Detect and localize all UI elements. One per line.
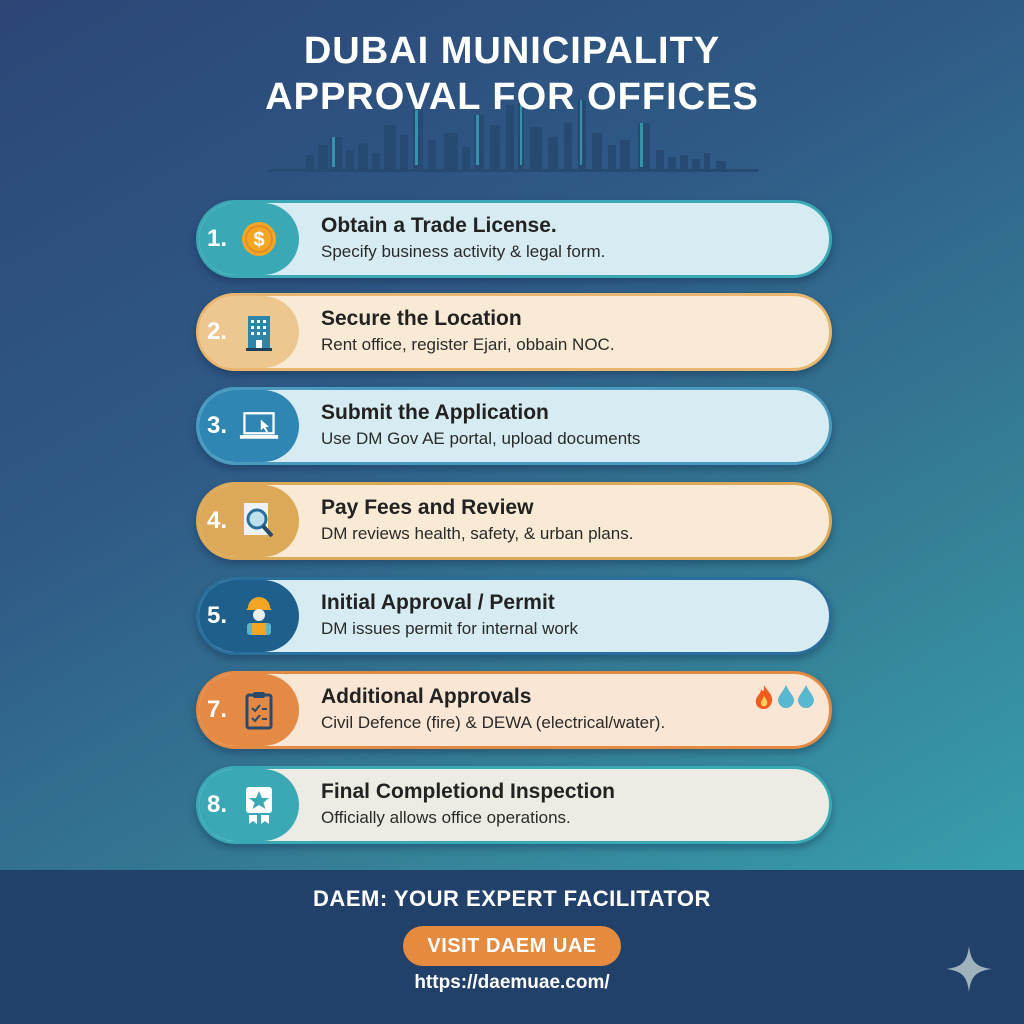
step-number: 4.	[207, 507, 228, 534]
step-description: Rent office, register Ejari, obbain NOC.	[321, 335, 615, 354]
step-badge	[199, 769, 299, 841]
coin-dollar-icon	[239, 219, 279, 259]
step-title: Additional Approvals	[321, 685, 532, 708]
footer	[0, 870, 1024, 1024]
laptop-click-icon	[239, 406, 279, 446]
visit-daem-button[interactable]: VISIT DAEM UAE	[403, 926, 621, 966]
fire-icon	[753, 684, 775, 710]
step-3	[196, 387, 832, 465]
construction-worker-icon	[239, 596, 279, 636]
water-drop-icon	[797, 684, 815, 708]
step-1	[196, 200, 832, 278]
step-number: 2.	[207, 318, 228, 345]
step-number: 3.	[207, 412, 228, 439]
step-badge	[199, 674, 299, 746]
step-description: Use DM Gov AE portal, upload documents	[321, 429, 641, 448]
step-badge	[199, 485, 299, 557]
step-number: 5.	[207, 602, 228, 629]
certificate-star-icon	[239, 785, 279, 825]
svg-text:$: $	[253, 229, 265, 251]
page-title	[0, 28, 1024, 120]
step-8	[196, 766, 832, 844]
step-number: 1.	[207, 225, 228, 252]
step-badge	[199, 580, 299, 652]
step-number: 8.	[207, 791, 228, 818]
sparkle-icon	[944, 944, 994, 994]
step-5	[196, 577, 832, 655]
step-title: Pay Fees and Review	[321, 496, 534, 519]
step-title: Initial Approval / Permit	[321, 591, 555, 614]
step-description: Officially allows office operations.	[321, 808, 571, 827]
step-description: DM issues permit for internal work	[321, 619, 578, 638]
step-badge	[199, 296, 299, 368]
footer-heading: DAEM: YOUR EXPERT FACILITATOR	[313, 886, 711, 911]
step-description: Specify business activity & legal form.	[321, 242, 606, 261]
step-title: Final Completiond Inspection	[321, 780, 615, 803]
step-number: 7.	[207, 696, 228, 723]
step-description: Civil Defence (fire) & DEWA (electrical/water).	[321, 713, 666, 732]
step-badge	[199, 390, 299, 462]
title-line-1: DUBAI MUNICIPALITY	[303, 30, 721, 72]
step-4	[196, 482, 832, 560]
office-building-icon	[239, 312, 279, 352]
step-2	[196, 293, 832, 371]
step-7	[196, 671, 832, 749]
website-link[interactable]: https://daemuae.com/	[414, 972, 610, 993]
utility-icons	[753, 684, 815, 710]
clipboard-checklist-icon	[239, 690, 279, 730]
step-title: Submit the Application	[321, 401, 549, 424]
step-title: Secure the Location	[321, 307, 522, 330]
water-drop-icon	[777, 684, 795, 708]
title-line-2: APPROVAL FOR OFFICES	[265, 76, 759, 118]
step-badge	[199, 203, 299, 275]
step-description: DM reviews health, safety, & urban plans.	[321, 524, 634, 543]
document-search-icon	[239, 501, 279, 541]
step-title: Obtain a Trade License.	[321, 214, 557, 237]
